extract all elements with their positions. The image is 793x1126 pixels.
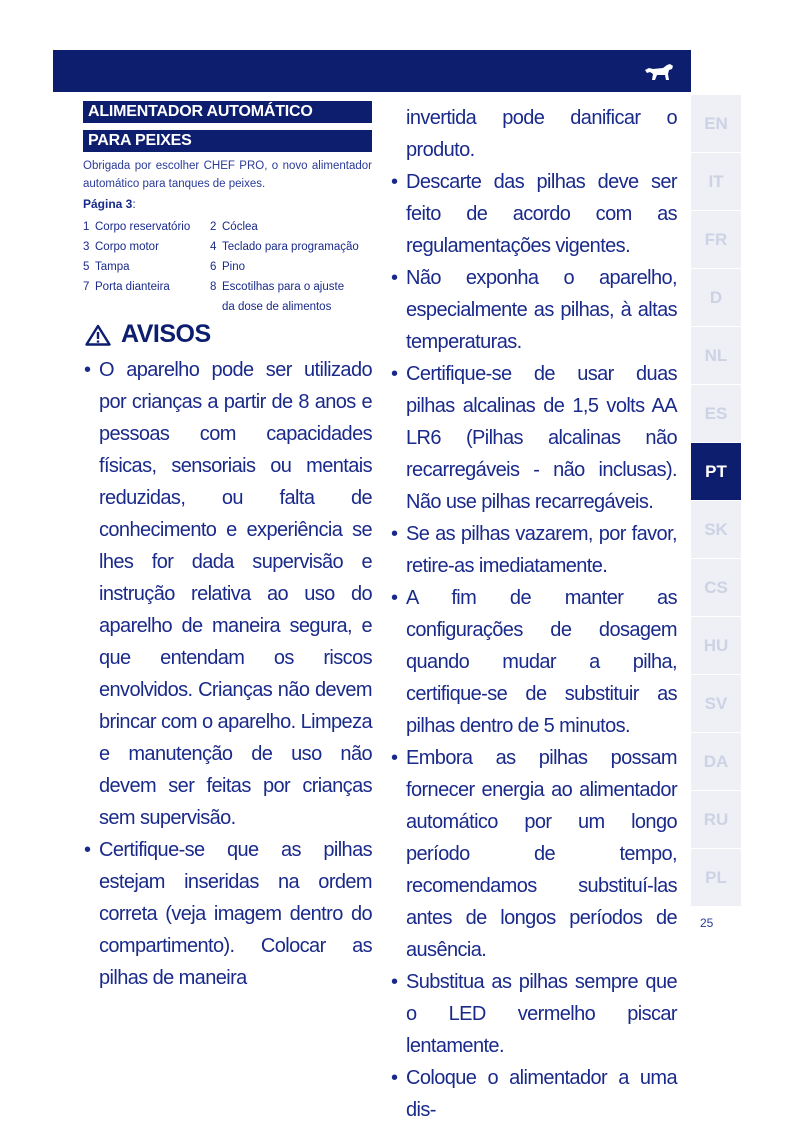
- part-label: Escotilhas para o ajuste da dose de alimentos: [222, 281, 345, 313]
- warnings-title: AVISOS: [121, 320, 211, 348]
- part-label: Tampa: [95, 261, 130, 273]
- part-item: 5 Tampa: [83, 261, 130, 273]
- page-reference-label: Página 3: [83, 197, 133, 211]
- language-tab-sv[interactable]: SV: [691, 675, 741, 732]
- warning-item: • A fim de manter as configurações de dosagem quando mudar a pilha, certifique-se de substituir as pilhas dentro de 5 minutos.: [390, 582, 677, 742]
- language-tab-hu[interactable]: HU: [691, 617, 741, 674]
- warning-item: • Descarte das pilhas deve ser feito de acordo com as regulamentações vigentes.: [390, 166, 677, 262]
- part-label: Teclado para programação: [222, 241, 359, 253]
- section-title-line2: PARA PEIXES: [83, 130, 372, 152]
- warning-item: • Certifique-se que as pilhas estejam inseridas na ordem correta (veja imagem dentro do compartimento). Colocar as pilhas de maneira: [83, 834, 372, 994]
- part-item: 4 Teclado para programação: [210, 241, 359, 253]
- part-label: Porta dianteira: [95, 281, 170, 293]
- language-tab-nl[interactable]: NL: [691, 327, 741, 384]
- warnings-heading: [85, 320, 211, 349]
- warning-item: • O aparelho pode ser utilizado por crianças a partir de 8 anos e pessoas com capacidades físicas, sensoriais ou mentais reduzidas, ou falta de conhecimento e experiência se lhes for dada supervisão e instrução relativa ao uso do aparelho de maneira segura, e que entendam os riscos envolvidos. Crianças não devem brincar com o aparelho. Limpeza e manutenção de uso não devem ser feitas por crianças sem supervisão.: [83, 354, 372, 834]
- language-tab-pl[interactable]: PL: [691, 849, 741, 906]
- part-item: 3 Corpo motor: [83, 241, 159, 253]
- part-label: Corpo reservatório: [95, 221, 191, 233]
- part-item: 6 Pino: [210, 261, 246, 273]
- warning-item: • Certifique-se de usar duas pilhas alcalinas de 1,5 volts AA LR6 (Pilhas alcalinas não recarregáveis - não inclusas). Não use pilhas recarregáveis.: [390, 358, 677, 518]
- part-label: Pino: [222, 261, 246, 273]
- language-tab-ru[interactable]: RU: [691, 791, 741, 848]
- warning-item: • Coloque o alimentador a uma dis-: [390, 1062, 677, 1126]
- language-tab-da[interactable]: DA: [691, 733, 741, 790]
- part-item: 1 Corpo reservatório: [83, 221, 191, 233]
- warning-triangle-icon: [85, 324, 111, 346]
- language-tab-pt[interactable]: PT: [691, 443, 741, 500]
- page-number: 25: [700, 916, 714, 930]
- page-reference-colon: :: [132, 197, 136, 211]
- language-tabs: [691, 95, 741, 907]
- warning-item: • Embora as pilhas possam fornecer energia ao alimentador automático por um longo período de tempo, recomendamos substituí-las antes de longos períodos de ausência.: [390, 742, 677, 966]
- intro-text: Obrigada por escolher CHEF PRO, o novo alimentador automático para tanques de peixes.: [83, 160, 372, 190]
- part-item: 8 Escotilhas para o ajuste da dose de alimentos: [210, 277, 360, 317]
- part-item: 7 Porta dianteira: [83, 281, 170, 293]
- warning-item-continuation: invertida pode danificar o produto.: [406, 107, 677, 161]
- warning-item: • Não exponha o aparelho, especialmente as pilhas, à altas temperaturas.: [390, 262, 677, 358]
- warning-item: • Se as pilhas vazarem, por favor, retire-as imediatamente.: [390, 518, 677, 582]
- page-reference: [83, 197, 136, 211]
- language-tab-sk[interactable]: SK: [691, 501, 741, 558]
- part-label: Cóclea: [222, 221, 258, 233]
- language-tab-es[interactable]: ES: [691, 385, 741, 442]
- part-item: 2 Cóclea: [210, 221, 258, 233]
- language-tab-cs[interactable]: CS: [691, 559, 741, 616]
- language-tab-fr[interactable]: FR: [691, 211, 741, 268]
- language-tab-en[interactable]: EN: [691, 95, 741, 152]
- section-title-line1: ALIMENTADOR AUTOMÁTICO: [83, 101, 372, 123]
- language-tab-d[interactable]: D: [691, 269, 741, 326]
- language-tab-it[interactable]: IT: [691, 153, 741, 210]
- warning-item: • Substitua as pilhas sempre que o LED vermelho piscar lentamente.: [390, 966, 677, 1062]
- dog-icon: [643, 62, 675, 82]
- warnings-list-left: [83, 354, 372, 994]
- warnings-list-right: [390, 102, 677, 1126]
- top-header-bar: [53, 50, 691, 92]
- part-label: Corpo motor: [95, 241, 159, 253]
